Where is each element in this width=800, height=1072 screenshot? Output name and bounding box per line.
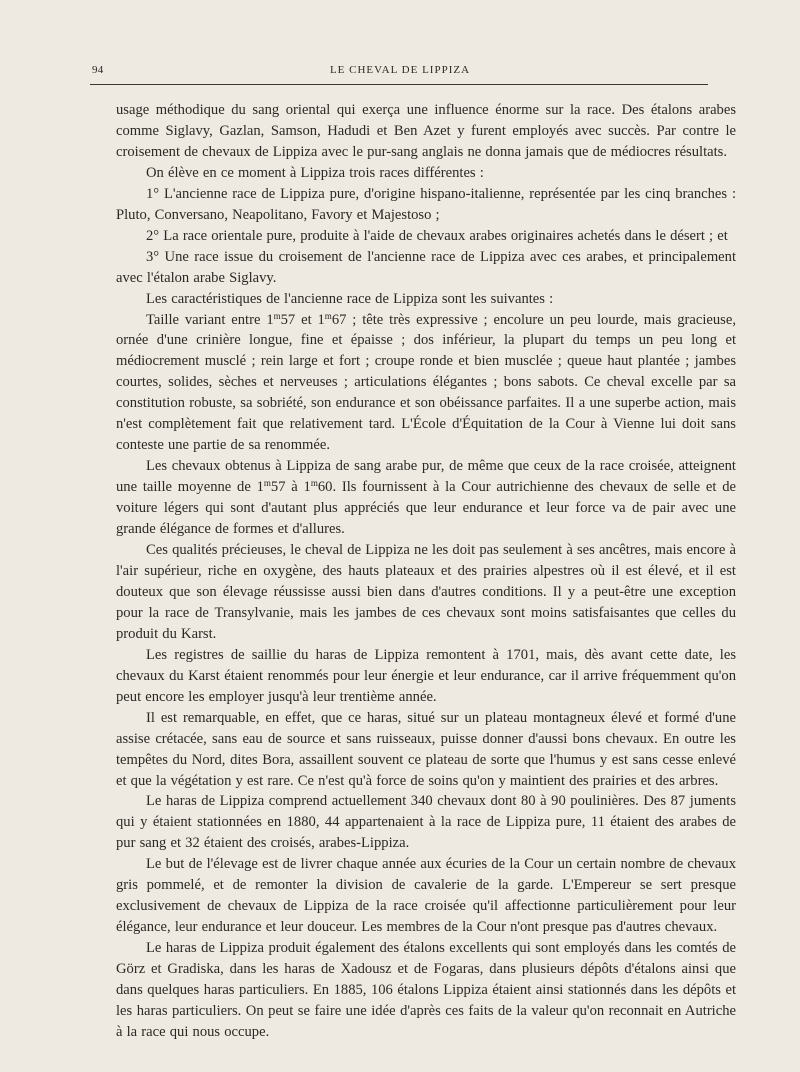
- paragraph: Le but de l'élevage est de livrer chaque année aux écuries de la Cour un certain nombre de chevaux gris pommelé, et de remonter la division de cavalerie de la garde. L'Empereur se sert presque exclusivement de chevaux de Lippiza de la race croisée qu'il affectionne particulièrement pour leur élégance, leur endurance et leur douceur. Les membres de la Cour n'ont presque pas d'autres chevaux.: [116, 856, 736, 936]
- page-number: 94: [92, 64, 104, 76]
- paragraph: 1° L'ancienne race de Lippiza pure, d'origine hispano-italienne, représentée par les cinq branches : Pluto, Conversano, Neapolitano, Favory et Majestoso ;: [116, 185, 736, 223]
- paragraph: Taille variant entre 1$^m$57 et 1$^m$67 ; tête très expressive ; encolure un peu lourde, mais gracieuse, ornée d'une crinière longue, fine et épaisse ; dos inférieur, la plupart du temps un peu long et médiocrement musclé ; rein large et fort ; croupe ronde et bien musclée ; queue haut plantée ; jambes courtes, solides, sèches et nerveuses ; articulations élégantes ; bons sabots. Ce cheval excelle par sa constitution robuste, sa sobriété, son endurance et son obéissance parfaites. Il a une superbe action, mais n'est complètement fait que relativement tard. L'École d'Équitation de la Cour à Vienne lui doit sans conteste une partie de sa renommée.: [116, 310, 736, 454]
- paragraph: Le haras de Lippiza produit également des étalons excellents qui sont employés dans les comtés de Görz et Gradiska, dans les haras de Xadousz et de Fogaras, dans plusieurs dépôts d'étalons ainsi que dans quelques haras particuliers. En 1885, 106 étalons Lippiza étaient ainsi stationnés dans les dépôts et les haras particuliers. On peut se faire une idée d'après ces faits de la valeur qu'on reconnait en Autriche à la race qui nous occupe.: [116, 940, 736, 1040]
- paragraph: Les chevaux obtenus à Lippiza de sang arabe pur, de même que ceux de la race croisée, atteignent une taille moyenne de 1$^m$57 à 1$^m$60. Ils fournissent à la Cour autrichienne des chevaux de selle et de voiture légers qui sont d'autant plus appréciés que leur endurance et leur force va de pair avec une grande élégance de formes et d'allures.: [116, 458, 737, 538]
- paragraph: On élève en ce moment à Lippiza trois races différentes :: [146, 164, 484, 181]
- header-rule: [90, 84, 708, 85]
- paragraph: Le haras de Lippiza comprend actuellement 340 chevaux dont 80 à 90 poulinières. Des 87 juments qui y étaient stationnées en 1880, 44 appartenaient à la race de Lippiza pure, 11 étaient des arabes de pur sang et 32 étaient des croisés, arabes-Lippiza.: [116, 793, 736, 852]
- body-text: [116, 100, 736, 1043]
- paragraph: 3° Une race issue du croisement de l'ancienne race de Lippiza avec ces arabes, et principalement avec l'étalon arabe Siglavy.: [116, 248, 736, 286]
- paragraph: Les caractéristiques de l'ancienne race de Lippiza sont les suivantes :: [146, 290, 554, 307]
- paragraph: 2° La race orientale pure, produite à l'aide de chevaux arabes originaires achetés dans le désert ; et: [146, 227, 728, 244]
- paragraph: Il est remarquable, en effet, que ce haras, situé sur un plateau montagneux élevé et formé d'une assise crétacée, sans eau de source et sans ruisseaux, puisse donner d'aussi bons chevaux. En outre les tempêtes du Nord, dites Bora, assaillent souvent ce plateau de sorte que l'humus y est sans cesse enlevé et que la végétation y est rare. Ce n'est qu'à force de soins qu'on y maintient des prairies et des arbres.: [116, 709, 736, 789]
- paragraph: Les registres de saillie du haras de Lippiza remontent à 1701, mais, dès avant cette date, les chevaux du Karst étaient renommés pour leur énergie et leur endurance, car il arrive fréquemment qu'on peut encore les employer jusqu'à leur trentième année.: [116, 646, 736, 705]
- paragraph: usage méthodique du sang oriental qui exerça une influence énorme sur la race. Des étalons arabes comme Siglavy, Gazlan, Samson, Hadudi et Ben Azet y furent employés avec succès. Par contre le croisement de chevaux de Lippiza avec le pur-sang anglais ne donna jamais que de médiocres résultats.: [116, 102, 736, 160]
- running-title: LE CHEVAL DE LIPPIZA: [329, 64, 471, 76]
- paragraph: Ces qualités précieuses, le cheval de Lippiza ne les doit pas seulement à ses ancêtres, mais encore à l'air supérieur, riche en oxygène, des hauts plateaux et des prairies alpestres où il est élevé, et il est douteux que son élevage réussisse aussi bien dans d'autres conditions. Il y a peut-être une exception pour la race de Transylvanie, mais les jambes de ces chevaux sont moins satisfaisantes que celles du produit du Karst.: [116, 542, 736, 642]
